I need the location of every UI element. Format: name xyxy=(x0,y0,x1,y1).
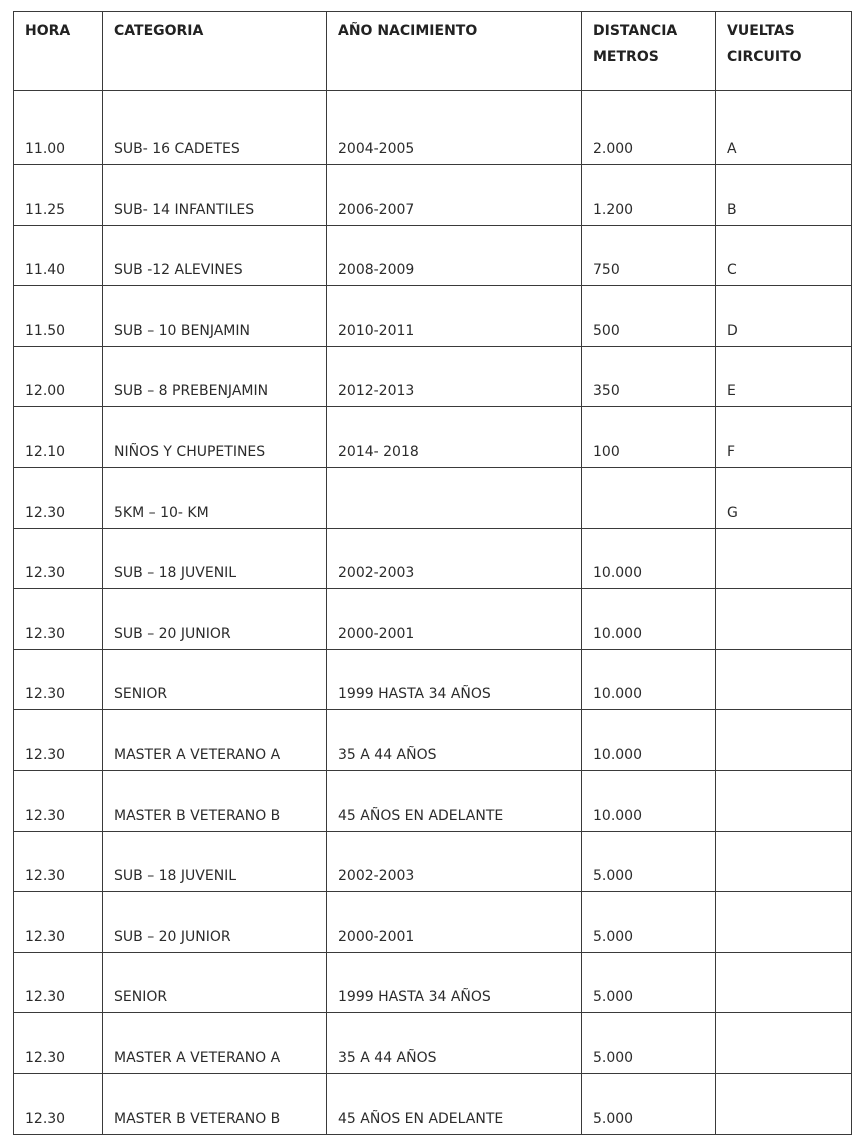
cell-vueltas: A xyxy=(716,91,852,165)
cell-ano-nacimiento: 2000-2001 xyxy=(327,589,582,650)
table-row xyxy=(14,165,852,226)
cell-vueltas xyxy=(716,528,852,589)
cell-distancia: 100 xyxy=(582,407,716,468)
cell-categoria: MASTER B VETERANO B xyxy=(103,1073,327,1134)
header-distancia-line1: DISTANCIA xyxy=(593,23,678,39)
cell-ano-nacimiento: 2002-2003 xyxy=(327,831,582,892)
cell-hora: 12.30 xyxy=(14,1073,103,1134)
table-row xyxy=(14,467,852,528)
cell-hora: 12.30 xyxy=(14,952,103,1013)
cell-ano-nacimiento: 2002-2003 xyxy=(327,528,582,589)
cell-distancia: 10.000 xyxy=(582,528,716,589)
cell-categoria: MASTER B VETERANO B xyxy=(103,770,327,831)
cell-hora: 12.00 xyxy=(14,346,103,407)
cell-vueltas: F xyxy=(716,407,852,468)
cell-hora: 12.30 xyxy=(14,831,103,892)
cell-categoria: SUB- 16 CADETES xyxy=(103,91,327,165)
cell-categoria: MASTER A VETERANO A xyxy=(103,710,327,771)
cell-categoria: SENIOR xyxy=(103,952,327,1013)
table-row xyxy=(14,770,852,831)
cell-ano-nacimiento: 35 A 44 AÑOS xyxy=(327,710,582,771)
cell-ano-nacimiento: 2008-2009 xyxy=(327,225,582,286)
cell-vueltas xyxy=(716,831,852,892)
cell-ano-nacimiento: 1999 HASTA 34 AÑOS xyxy=(327,649,582,710)
cell-distancia: 10.000 xyxy=(582,710,716,771)
cell-vueltas: G xyxy=(716,467,852,528)
cell-hora: 11.25 xyxy=(14,165,103,226)
cell-hora: 12.30 xyxy=(14,892,103,953)
cell-ano-nacimiento: 2006-2007 xyxy=(327,165,582,226)
schedule-table xyxy=(13,11,852,1135)
header-hora: HORA xyxy=(14,12,103,91)
table-row xyxy=(14,1013,852,1074)
table-row xyxy=(14,1073,852,1134)
cell-distancia: 5.000 xyxy=(582,831,716,892)
cell-ano-nacimiento: 2004-2005 xyxy=(327,91,582,165)
cell-ano-nacimiento: 35 A 44 AÑOS xyxy=(327,1013,582,1074)
cell-vueltas xyxy=(716,952,852,1013)
cell-vueltas xyxy=(716,1013,852,1074)
cell-categoria: 5KM – 10- KM xyxy=(103,467,327,528)
cell-hora: 11.50 xyxy=(14,286,103,347)
cell-vueltas xyxy=(716,1073,852,1134)
header-distancia xyxy=(582,12,716,91)
table-row xyxy=(14,346,852,407)
cell-distancia: 5.000 xyxy=(582,1073,716,1134)
cell-hora: 12.30 xyxy=(14,649,103,710)
cell-vueltas: D xyxy=(716,286,852,347)
table-row xyxy=(14,952,852,1013)
cell-hora: 12.30 xyxy=(14,710,103,771)
header-categoria: CATEGORIA xyxy=(103,12,327,91)
cell-vueltas xyxy=(716,589,852,650)
cell-distancia: 5.000 xyxy=(582,892,716,953)
table-row xyxy=(14,831,852,892)
cell-categoria: SUB- 14 INFANTILES xyxy=(103,165,327,226)
cell-hora: 12.30 xyxy=(14,770,103,831)
cell-categoria: SUB – 10 BENJAMIN xyxy=(103,286,327,347)
cell-hora: 11.00 xyxy=(14,91,103,165)
table-row xyxy=(14,91,852,165)
cell-categoria: SUB – 18 JUVENIL xyxy=(103,528,327,589)
cell-hora: 12.10 xyxy=(14,407,103,468)
cell-hora: 12.30 xyxy=(14,589,103,650)
cell-categoria: SUB – 8 PREBENJAMIN xyxy=(103,346,327,407)
cell-categoria: NIÑOS Y CHUPETINES xyxy=(103,407,327,468)
cell-categoria: SENIOR xyxy=(103,649,327,710)
header-vueltas xyxy=(716,12,852,91)
table-row xyxy=(14,286,852,347)
cell-vueltas xyxy=(716,649,852,710)
cell-ano-nacimiento: 45 AÑOS EN ADELANTE xyxy=(327,770,582,831)
header-vueltas-line2: CIRCUITO xyxy=(727,49,802,65)
cell-vueltas: B xyxy=(716,165,852,226)
table-row xyxy=(14,407,852,468)
cell-ano-nacimiento: 2010-2011 xyxy=(327,286,582,347)
cell-distancia: 2.000 xyxy=(582,91,716,165)
cell-distancia xyxy=(582,467,716,528)
cell-distancia: 350 xyxy=(582,346,716,407)
cell-categoria: MASTER A VETERANO A xyxy=(103,1013,327,1074)
cell-vueltas: E xyxy=(716,346,852,407)
header-ano-nacimiento: AÑO NACIMIENTO xyxy=(327,12,582,91)
table-row xyxy=(14,589,852,650)
table-row xyxy=(14,528,852,589)
cell-distancia: 5.000 xyxy=(582,952,716,1013)
cell-ano-nacimiento: 2012-2013 xyxy=(327,346,582,407)
cell-vueltas xyxy=(716,710,852,771)
cell-vueltas xyxy=(716,770,852,831)
table-header xyxy=(14,12,852,91)
cell-vueltas: C xyxy=(716,225,852,286)
cell-hora: 12.30 xyxy=(14,1013,103,1074)
schedule-sheet xyxy=(13,11,851,1135)
cell-ano-nacimiento: 2014- 2018 xyxy=(327,407,582,468)
cell-ano-nacimiento: 2000-2001 xyxy=(327,892,582,953)
table-body xyxy=(14,91,852,1135)
cell-distancia: 10.000 xyxy=(582,770,716,831)
cell-distancia: 5.000 xyxy=(582,1013,716,1074)
cell-ano-nacimiento: 45 AÑOS EN ADELANTE xyxy=(327,1073,582,1134)
cell-categoria: SUB – 18 JUVENIL xyxy=(103,831,327,892)
table-row xyxy=(14,649,852,710)
table-row xyxy=(14,710,852,771)
cell-categoria: SUB -12 ALEVINES xyxy=(103,225,327,286)
cell-categoria: SUB – 20 JUNIOR xyxy=(103,589,327,650)
cell-distancia: 1.200 xyxy=(582,165,716,226)
table-row xyxy=(14,225,852,286)
header-vueltas-line1: VUELTAS xyxy=(727,23,795,39)
cell-categoria: SUB – 20 JUNIOR xyxy=(103,892,327,953)
cell-distancia: 750 xyxy=(582,225,716,286)
cell-distancia: 10.000 xyxy=(582,649,716,710)
cell-ano-nacimiento xyxy=(327,467,582,528)
table-row xyxy=(14,892,852,953)
cell-distancia: 500 xyxy=(582,286,716,347)
header-row xyxy=(14,12,852,91)
cell-ano-nacimiento: 1999 HASTA 34 AÑOS xyxy=(327,952,582,1013)
cell-distancia: 10.000 xyxy=(582,589,716,650)
cell-hora: 12.30 xyxy=(14,467,103,528)
header-distancia-line2: METROS xyxy=(593,49,659,65)
cell-vueltas xyxy=(716,892,852,953)
cell-hora: 11.40 xyxy=(14,225,103,286)
cell-hora: 12.30 xyxy=(14,528,103,589)
